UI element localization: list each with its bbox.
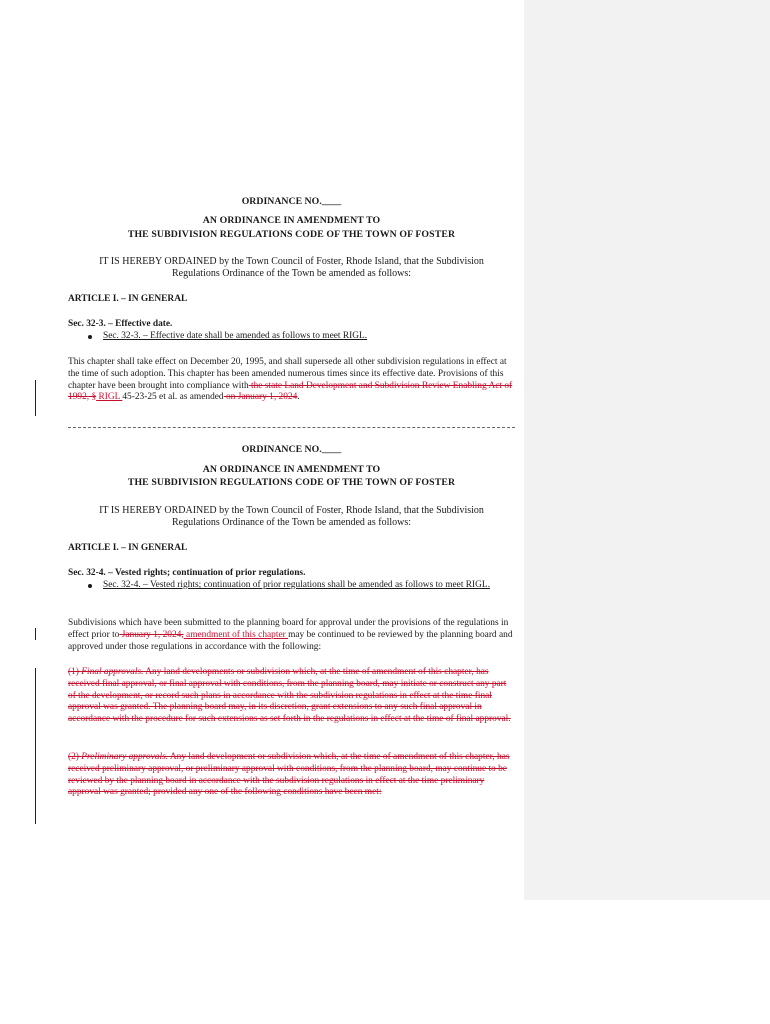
ordained-line1: IT IS HEREBY ORDAINED by the Town Council of Foster, Rhode Island, that the Subdivision — [99, 256, 484, 267]
section-divider — [68, 427, 515, 428]
item-label: Preliminary approvals. — [81, 752, 169, 762]
ordained-line2: Regulations Ordinance of the Town be amended as follows: — [171, 268, 412, 279]
bullet-icon — [88, 335, 92, 339]
article-heading: ARTICLE I. – IN GENERAL — [68, 543, 188, 553]
body-text: Subdivisions which have been submitted to the planning board for approval under the provisions of the regulations in effect prior to — [68, 618, 509, 640]
amendment-title-line2: THE SUBDIVISION REGULATIONS CODE OF THE TOWN OF FOSTER — [127, 229, 456, 240]
change-bar — [35, 380, 36, 416]
bullet-text: Sec. 32-3. – Effective date shall be amended as follows to meet RIGL. — [103, 331, 368, 341]
section-heading: Sec. 32-4. – Vested rights; continuation of prior regulations. — [68, 568, 306, 578]
body-paragraph — [68, 357, 515, 404]
deleted-item-preliminary-approvals — [68, 752, 515, 799]
amendment-title-line1: AN ORDINANCE IN AMENDMENT TO — [202, 464, 381, 475]
bullet-item — [68, 580, 515, 592]
change-bar — [35, 628, 36, 640]
item-label: Final approvals. — [81, 667, 144, 677]
deleted-item-final-approvals — [68, 667, 515, 726]
amendment-title-line2: THE SUBDIVISION REGULATIONS CODE OF THE TOWN OF FOSTER — [127, 477, 456, 488]
item-number: (2) — [68, 752, 82, 762]
item-text: Any land developments or subdivision which, at the time of amendment of this chapter, has received final approval, or final approval with conditions, from the planning board, may initiate or construct any part of the development, or record such plans in accordance with the subdivision regulations in effect at the time final approval was granted. The planning board may, in its discretion, grant extensions to any such final approval in accordance with the procedure for such extensions as set forth in the regulations in effect at the time of final approval. — [68, 667, 511, 725]
body-text: may be continued to be reviewed by the planning board and approved under those regulations in accordance with the following: — [68, 629, 513, 652]
change-bar — [35, 668, 36, 824]
deleted-text: on January 1, 2024 — [223, 392, 298, 403]
amendment-title-line1: AN ORDINANCE IN AMENDMENT TO — [202, 215, 381, 226]
ordinance-number-heading: ORDINANCE NO.____ — [241, 444, 342, 455]
article-heading: ARTICLE I. – IN GENERAL — [68, 294, 188, 304]
inserted-text: amendment of this chapter — [183, 629, 289, 640]
comment-pane — [524, 0, 770, 900]
bullet-text: Sec. 32-4. – Vested rights; continuation of prior regulations shall be amended as follows to meet RIGL. — [103, 580, 490, 590]
body-text: 45-23-25 et al. as amended — [122, 392, 224, 403]
item-text: Any land development or subdivision which, at the time of amendment of this chapter, has received preliminary approval, or preliminary approval with conditions, from the planning board, may continue to be reviewed by the planning board in accordance with the subdivision regulations in effect at the time preliminary approval was granted; provided any one of the following conditions have been met: — [68, 752, 510, 798]
bullet-icon — [88, 584, 92, 588]
body-text: This chapter shall take effect on December 20, 1995, and shall supersede all other subdivision regulations in effect at the time of such adoption. This chapter has been amended numerous times since its effective date. Provisions of this chapter have been brought into compliance with — [68, 357, 507, 391]
deleted-text: January 1, 2024, — [119, 629, 184, 640]
ordinance-number-heading: ORDINANCE NO.____ — [241, 196, 342, 207]
ordained-line2: Regulations Ordinance of the Town be amended as follows: — [171, 517, 412, 528]
inserted-text: RIGL — [96, 392, 123, 403]
bullet-item — [68, 331, 515, 343]
item-number: (1) — [68, 667, 82, 677]
body-paragraph — [68, 618, 515, 653]
deleted-text: the state Land Development and Subdivision Review Enabling Act of 1992, § — [68, 380, 513, 403]
section-heading: Sec. 32-3. – Effective date. — [68, 319, 173, 329]
ordained-line1: IT IS HEREBY ORDAINED by the Town Council of Foster, Rhode Island, that the Subdivision — [99, 505, 484, 516]
body-text: . — [297, 392, 300, 403]
